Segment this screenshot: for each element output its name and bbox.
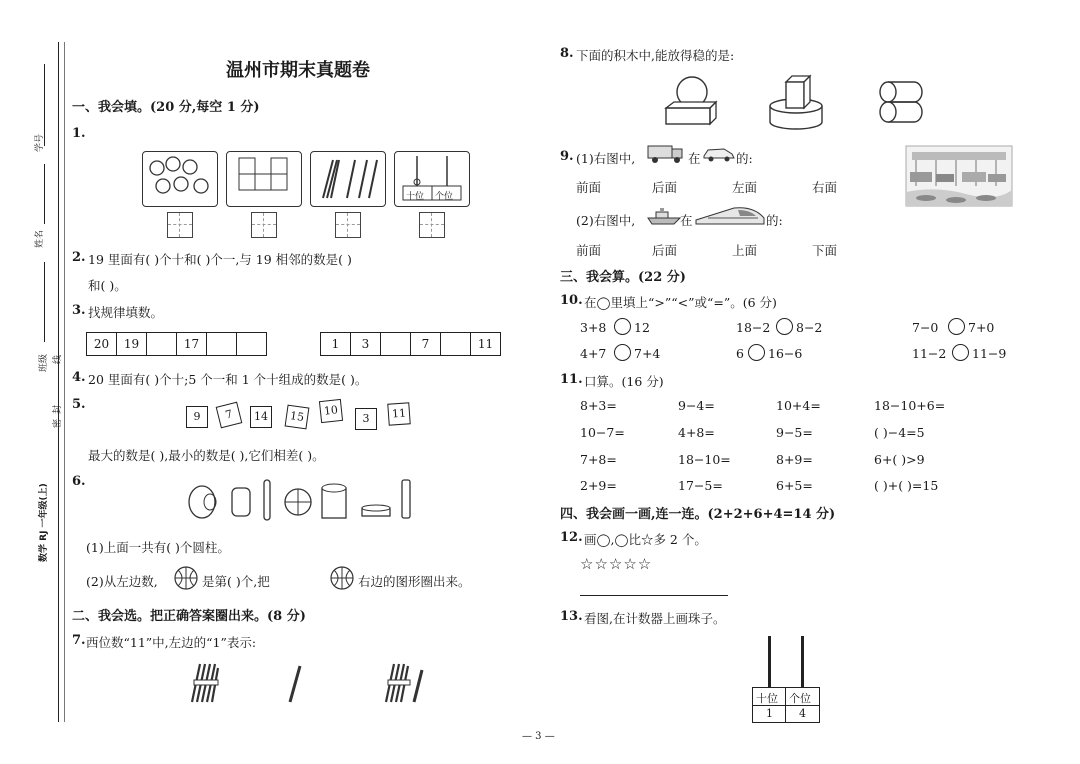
q13-text: 看图,在计数器上画珠子。 [584, 611, 726, 626]
q1-number: 1. [72, 126, 86, 141]
compare-right: 8−2 [796, 320, 823, 335]
number-card: 10 [319, 399, 343, 423]
oral-calc-item[interactable]: 10+4= [776, 398, 821, 413]
abacus-tens-header: 十位 [756, 692, 778, 705]
q11-text: 口算。(16 分) [584, 374, 664, 389]
number-card: 15 [285, 405, 310, 430]
abacus-ones-header: 个位 [789, 692, 811, 705]
solids-illustration [180, 478, 420, 524]
q12-number: 12. [560, 530, 583, 545]
abacus-ones-label: 个位 [435, 192, 454, 202]
section2-heading: 二、我会选。把正确答案圈出来。(8 分) [72, 609, 306, 624]
q4-number: 4. [72, 370, 86, 385]
q11-number: 11. [560, 372, 583, 387]
oral-calc-item[interactable]: 8+3= [580, 398, 617, 413]
sequence-cell: 19 [117, 333, 147, 355]
answer-grid[interactable] [251, 212, 277, 238]
oral-calc-item[interactable]: ( )−4=5 [874, 425, 925, 440]
q5-text: 最大的数是( ),最小的数是( ),它们相差( )。 [88, 448, 325, 463]
drawing-line[interactable] [580, 595, 728, 596]
stars-row: ☆☆☆☆☆ [580, 555, 653, 573]
compare-circle[interactable] [952, 344, 969, 361]
compare-circle[interactable] [614, 344, 631, 361]
section3-heading: 三、我会算。(22 分) [560, 270, 686, 285]
name-line [44, 164, 45, 224]
binding-rule-inner [64, 42, 65, 722]
block-cube-on-cylinder-option[interactable] [766, 72, 826, 130]
q3-number: 3. [72, 303, 86, 318]
sequence-cell-blank[interactable] [237, 333, 266, 355]
number-card: 14 [250, 406, 272, 428]
abacus-ones-rod[interactable] [801, 636, 804, 687]
q4-text: 20 里面有( )个十;5 个一和 1 个十组成的数是( )。 [88, 372, 368, 387]
q1-picture-cubes [226, 151, 302, 207]
number-card: 9 [186, 406, 208, 428]
q9-option-front[interactable]: 前面 [576, 180, 602, 195]
q6-number: 6. [72, 474, 86, 489]
page-number: — 3 — [522, 731, 555, 742]
q6-line2-mid: 是第( )个,把 [202, 574, 270, 589]
section4-heading: 四、我会画一画,连一连。(2+2+6+4=14 分) [560, 507, 836, 522]
q2-line1: 19 里面有( )个十和( )个一,与 19 相邻的数是( ) [88, 252, 352, 267]
single-stick-option[interactable] [286, 662, 306, 706]
q5-number: 5. [72, 397, 86, 412]
q6-line2-start: (2)从左边数, [86, 574, 158, 589]
abacus-table [752, 687, 820, 723]
ball-icon [174, 566, 198, 590]
bullet-train-icon [694, 202, 766, 228]
sequence-cell: 17 [177, 333, 207, 355]
street-scene-illustration [906, 146, 1012, 206]
ball-icon [330, 566, 354, 590]
binding-rule [58, 42, 59, 722]
oral-calc-item[interactable]: 17−5= [678, 478, 723, 493]
q9-option-left[interactable]: 左面 [732, 180, 758, 195]
oral-calc-item[interactable]: 10−7= [580, 425, 625, 440]
q12-text: 画◯,◯比☆多 2 个。 [584, 532, 707, 547]
q9-option-above[interactable]: 上面 [732, 243, 758, 258]
q9-number: 9. [560, 149, 574, 164]
block-sphere-on-box-option[interactable] [662, 74, 722, 128]
q1-picture-sticks [310, 151, 386, 207]
q7-text: 西位数“11”中,左边的“1”表示: [86, 635, 257, 650]
q9-part2-end: 的: [766, 213, 783, 228]
q8-number: 8. [560, 46, 574, 61]
block-stacked-cylinders-option[interactable] [878, 78, 928, 128]
q7-number: 7. [72, 633, 86, 648]
seal-label: 封 [53, 404, 63, 414]
q9-option-behind[interactable]: 后面 [652, 243, 678, 258]
q9-option-below[interactable]: 下面 [812, 243, 838, 258]
compare-circle[interactable] [614, 318, 631, 335]
q9-option-right[interactable]: 右面 [812, 180, 838, 195]
answer-grid[interactable] [335, 212, 361, 238]
q1-picture-circles [142, 151, 218, 207]
compare-left: 11−2 [912, 346, 947, 361]
oral-calc-item[interactable]: 7+8= [580, 452, 617, 467]
fold-label: 密 [53, 418, 63, 428]
sequence-cell-blank[interactable] [147, 333, 177, 355]
compare-left: 3+8 [580, 320, 607, 335]
compare-left: 18−2 [736, 320, 771, 335]
name-label: 姓名 [35, 229, 45, 248]
oral-calc-item[interactable]: 18−10= [678, 452, 731, 467]
compare-right: 11−9 [972, 346, 1007, 361]
oral-calc-item[interactable]: 18−10+6= [874, 398, 946, 413]
q10-number: 10. [560, 293, 583, 308]
q9-option-behind[interactable]: 后面 [652, 180, 678, 195]
q6-line1: (1)上面一共有( )个圆柱。 [86, 540, 230, 555]
answer-grid[interactable] [419, 212, 445, 238]
sequence-cell-blank[interactable] [207, 333, 237, 355]
compare-left: 7−0 [912, 320, 939, 335]
compare-left: 4+7 [580, 346, 607, 361]
oral-calc-item[interactable]: 6+( )>9 [874, 452, 925, 467]
sequence-cell-blank[interactable] [381, 333, 411, 355]
compare-right: 7+4 [634, 346, 661, 361]
compare-right: 16−6 [768, 346, 803, 361]
oral-calc-item[interactable]: 9−5= [776, 425, 813, 440]
sequence-boxes-1 [86, 332, 267, 356]
sequence-cell-blank[interactable] [441, 333, 471, 355]
q3-text: 找规律填数。 [88, 305, 164, 320]
sequence-cell: 3 [351, 333, 381, 355]
abacus-tens-label: 十位 [406, 192, 425, 202]
student-no-label: 学号 [35, 133, 45, 152]
compare-circle[interactable] [948, 318, 965, 335]
q2-number: 2. [72, 250, 86, 265]
answer-grid[interactable] [167, 212, 193, 238]
q10-text: 在◯里填上“>”“<”或“=”。(6 分) [584, 295, 777, 310]
abacus-tens-value: 1 [766, 707, 773, 720]
q1-picture-abacus [394, 151, 470, 207]
oral-calc-item[interactable]: 2+9= [580, 478, 617, 493]
q9-part1-in: 在 [688, 151, 701, 166]
oral-calc-item[interactable]: 9−4= [678, 398, 715, 413]
q13-number: 13. [560, 609, 583, 624]
class-label: 班级 [39, 353, 49, 372]
q9-part1-start: (1)右图中, [576, 151, 636, 166]
compare-left: 6 [736, 346, 744, 361]
bind-line-label: 线 [53, 354, 63, 364]
abacus-tens-rod[interactable] [768, 636, 771, 687]
q9-part1-end: 的: [736, 151, 753, 166]
class-line [44, 262, 45, 342]
number-card: 7 [216, 402, 243, 429]
q6-line2-end: 右边的图形圈出来。 [358, 574, 471, 589]
sequence-cell: 7 [411, 333, 441, 355]
abacus-ones-value: 4 [799, 707, 806, 720]
compare-right: 12 [634, 320, 650, 335]
number-card: 11 [387, 402, 410, 425]
sequence-cell: 20 [87, 333, 117, 355]
sequence-boxes-2 [320, 332, 501, 356]
q2-line2: 和( )。 [88, 278, 127, 293]
car-icon [702, 144, 736, 162]
oral-calc-item[interactable]: 6+5= [776, 478, 813, 493]
compare-circle[interactable] [748, 344, 765, 361]
section1-heading: 一、我会填。(20 分,每空 1 分) [72, 100, 260, 115]
sequence-cell: 1 [321, 333, 351, 355]
circles-illustration [143, 152, 217, 206]
number-card: 3 [355, 408, 377, 430]
sticks-illustration [311, 152, 385, 206]
cubes-illustration [227, 152, 301, 206]
compare-right: 7+0 [968, 320, 995, 335]
page-title: 温州市期末真题卷 [226, 60, 370, 81]
oral-calc-item[interactable]: 4+8= [678, 425, 715, 440]
compare-circle[interactable] [776, 318, 793, 335]
q9-part2-start: (2)右图中, [576, 213, 636, 228]
subject-label: 数学 RJ 一年级(上) [39, 483, 49, 562]
stick-bundle-option[interactable] [186, 660, 226, 706]
q8-text: 下面的积木中,能放得稳的是: [576, 48, 735, 63]
sequence-cell: 11 [477, 337, 494, 351]
oral-calc-item[interactable]: 8+9= [776, 452, 813, 467]
oral-calc-item[interactable]: ( )+( )=15 [874, 478, 939, 493]
q9-part2-in: 在 [680, 213, 693, 228]
bundle-plus-stick-option[interactable] [380, 660, 426, 706]
truck-icon [646, 142, 686, 164]
q9-option-front[interactable]: 前面 [576, 243, 602, 258]
ship-icon [646, 206, 682, 226]
